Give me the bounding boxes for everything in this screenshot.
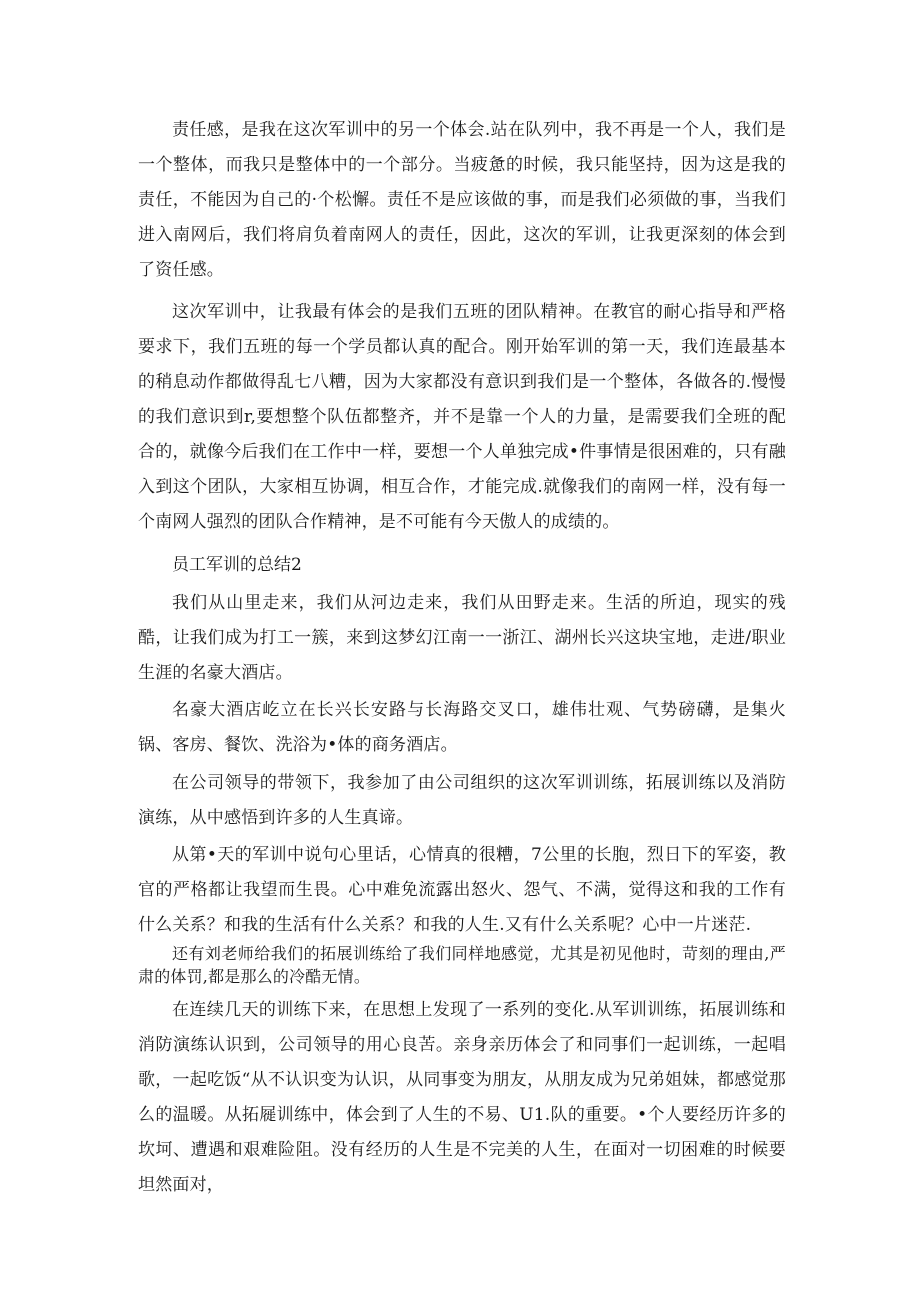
section-heading: 员工军训的总结2 xyxy=(172,555,302,575)
paragraph-first-day: 从第•天的军训中说句心里话，心情真的很糟，7公里的长胞，烈日下的军姿，教官的严格都让我望而生畏。心中难免流露出怒火、怨气、不满，觉得这和我的工作有什么关系？和我的生活有什么关系？和我的人生.又有什么关系呢？心中一片迷茫. xyxy=(138,845,786,935)
paragraph-training: 在公司领导的带领下，我参加了由公司组织的这次军训训练，拓展训练以及消防演练，从中感悟到许多的人生真谛。 xyxy=(138,773,786,828)
paragraph-from-mountains: 我们从山里走来，我们从河边走来，我们从田野走来。生活的所迫，现实的残酷，让我们成为打工一簇，来到这梦幻江南一一浙江、湖州长兴这块宝地，走进/职业生涯的名豪大酒店。 xyxy=(138,593,786,683)
paragraph-teacher-liu: 还有刘老师给我们的拓展训练给了我们同样地感觉，尤其是初见他时，苛刻的理由,严肃的体罚,都是那么的冷酷无情。 xyxy=(138,944,786,986)
paragraph-changes: 在连续几天的训练下来，在思想上发现了一系列的变化.从军训训练，拓展训练和消防演练认识到，公司领导的用心良苦。亲身亲历体会了和同事们一起训练，一起唱歌，一起吃饭“从不认识变为认识，从同事变为朋友，从朋友成为兄弟姐妹，都感觉那么的温暖。从拓屣训练中，体会到了人生的不易、U1.队的重要。•个人要经历许多的坎坷、遭遇和艰难险阻。没有经历的人生是不完美的人生，在面对一切困难的时候要坦然面对， xyxy=(138,1000,786,1195)
paragraph-responsibility: 责任感，是我在这次军训中的另一个体会.站在队列中，我不再是一个人，我们是一个整体，而我只是整体中的一个部分。当疲惫的时候，我只能坚持，因为这是我的责任，不能因为自己的·个松懈。责任不是应该做的事，而是我们必须做的事，当我们进入南网后，我们将肩负着南网人的责任，因此，这次的军训，让我更深刻的体会到了资任感。 xyxy=(138,120,786,280)
paragraph-team-spirit: 这次军训中，让我最有体会的是我们五班的团队精神。在教官的耐心指导和严格要求下，我们五班的每一个学员都认真的配合。刚开始军训的第一天，我们连最基本的稍息动作都做得乱七八糟，因为大家都没有意识到我们是一个整体，各做各的.慢慢的我们意识到r,要想整个队伍都整齐，并不是靠一个人的力量，是需要我们全班的配合的，就像今后我们在工作中一样，要想一个人单独完成•件事情是很困难的，只有融入到这个团队，大家相互协调，相互合作，才能完成.就像我们的南网一样，没有每一个南网人强烈的团队合作精神，是不可能有今天傲人的成绩的。 xyxy=(138,302,786,532)
paragraph-hotel: 名豪大酒店屹立在长兴长安路与长海路交叉口，雄伟壮观、气势磅礴，是集火锅、客房、餐饮、洗浴为•体的商务酒店。 xyxy=(138,700,786,755)
